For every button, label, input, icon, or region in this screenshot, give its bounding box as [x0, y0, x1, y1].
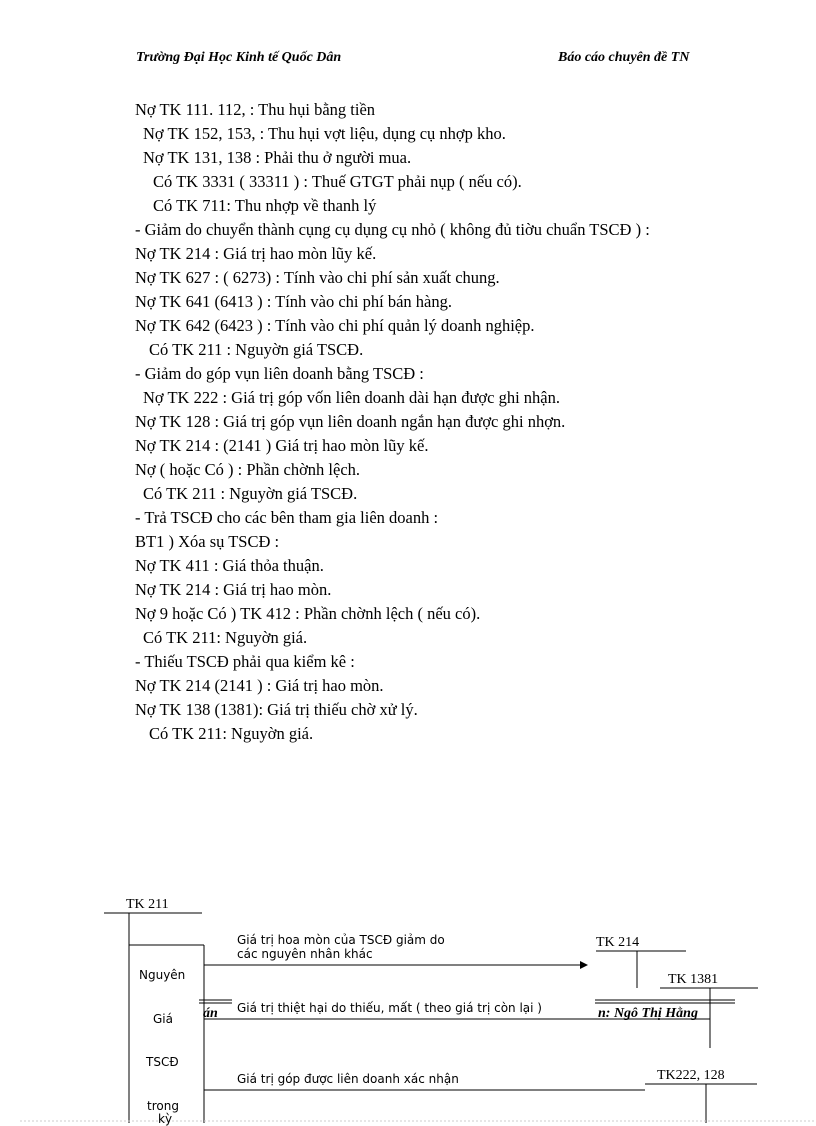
- arrow2-text: Giá trị thiệt hại do thiếu, mất ( theo giá trị còn lại ): [237, 1001, 542, 1015]
- entry-line: Nợ TK 214 : Giá trị hao mòn.: [135, 580, 332, 599]
- entry-line: - Giảm do chuyển thành cụng cụ dụng cụ nhỏ ( không đủ tiờu chuẩn TSCĐ ) :: [135, 220, 650, 239]
- box-label-nguyen: Nguyên: [139, 968, 186, 982]
- arrow1-text-line1: Giá trị hoa mòn của TSCĐ giảm do: [237, 933, 445, 947]
- tk214-label: TK 214: [596, 935, 640, 950]
- arrow1-text-line2: các nguyên nhân khác: [237, 947, 373, 961]
- entry-line: - Giảm do góp vụn liên doanh bằng TSCĐ :: [135, 364, 424, 383]
- entry-line: Nợ TK 214 : Giá trị hao mòn lũy kế.: [135, 244, 377, 263]
- entry-line: Có TK 3331 ( 33311 ) : Thuế GTGT phải nụp ( nếu có).: [153, 172, 522, 191]
- entry-line: Nợ TK 152, 153, : Thu hụi vợt liệu, dụng cụ nhợp kho.: [143, 124, 506, 143]
- box-label-tscd: TSCĐ: [146, 1055, 179, 1069]
- entry-line: Nợ 9 hoặc Có ) TK 412 : Phần chờnh lệch ( nếu có).: [135, 604, 481, 623]
- entry-line: Có TK 211: Nguyờn giá.: [149, 724, 314, 743]
- box-label-ky: kỳ: [158, 1112, 173, 1126]
- entry-line: Nợ TK 641 (6413 ) : Tính vào chi phí bán hàng.: [135, 292, 452, 311]
- arrow-head-icon: [580, 961, 588, 969]
- entry-line: BT1 ) Xóa sụ TSCĐ :: [135, 532, 280, 551]
- entry-line: Nợ ( hoặc Có ) : Phần chờnh lệch.: [135, 460, 361, 479]
- box-label-trong: trong: [147, 1099, 179, 1113]
- entry-line: Có TK 211: Nguyờn giá.: [143, 628, 308, 647]
- box-label-gia: Giá: [153, 1012, 173, 1026]
- arrow3-text: Giá trị góp được liên doanh xác nhận: [237, 1072, 459, 1086]
- entry-line: Nợ TK 627 : ( 6273) : Tính vào chi phí sản xuất chung.: [135, 268, 500, 287]
- entry-line: Nợ TK 411 : Giá thỏa thuận.: [135, 556, 324, 575]
- tk211-label: TK 211: [126, 897, 169, 912]
- entry-line: - Thiếu TSCĐ phải qua kiểm kê :: [135, 652, 355, 671]
- footer-right-fragment: n: Ngô Thị Hằng: [598, 1006, 698, 1021]
- entry-line: Nợ TK 214 (2141 ) : Giá trị hao mòn.: [135, 676, 384, 695]
- entry-line: Nợ TK 131, 138 : Phải thu ở người mua.: [143, 148, 412, 167]
- footer-left-fragment: án: [203, 1006, 218, 1021]
- header-left: Trường Đại Học Kinh tế Quốc Dân: [136, 50, 342, 65]
- entry-line: Nợ TK 214 : (2141 ) Giá trị hao mòn lũy kế.: [135, 436, 429, 455]
- entry-line: Có TK 711: Thu nhợp về thanh lý: [153, 196, 377, 215]
- entry-line: - Trả TSCĐ cho các bên tham gia liên doanh :: [135, 508, 439, 527]
- entry-line: Nợ TK 222 : Giá trị góp vốn liên doanh dài hạn được ghi nhận.: [143, 388, 560, 407]
- entry-line: Có TK 211 : Nguyờn giá TSCĐ.: [149, 340, 364, 359]
- entry-line: Nợ TK 128 : Giá trị góp vụn liên doanh ngắn hạn được ghi nhợn.: [135, 412, 566, 431]
- entry-line: Nợ TK 111. 112, : Thu hụi bằng tiền: [135, 100, 376, 119]
- header-right: Báo cáo chuyên đề TN: [558, 50, 690, 65]
- entry-line: Nợ TK 138 (1381): Giá trị thiếu chờ xử lý.: [135, 700, 418, 719]
- tk222-label: TK222, 128: [657, 1068, 725, 1083]
- entry-line: Nợ TK 642 (6423 ) : Tính vào chi phí quản lý doanh nghiệp.: [135, 316, 535, 335]
- tk1381-label: TK 1381: [668, 972, 719, 987]
- entry-line: Có TK 211 : Nguyờn giá TSCĐ.: [143, 484, 358, 503]
